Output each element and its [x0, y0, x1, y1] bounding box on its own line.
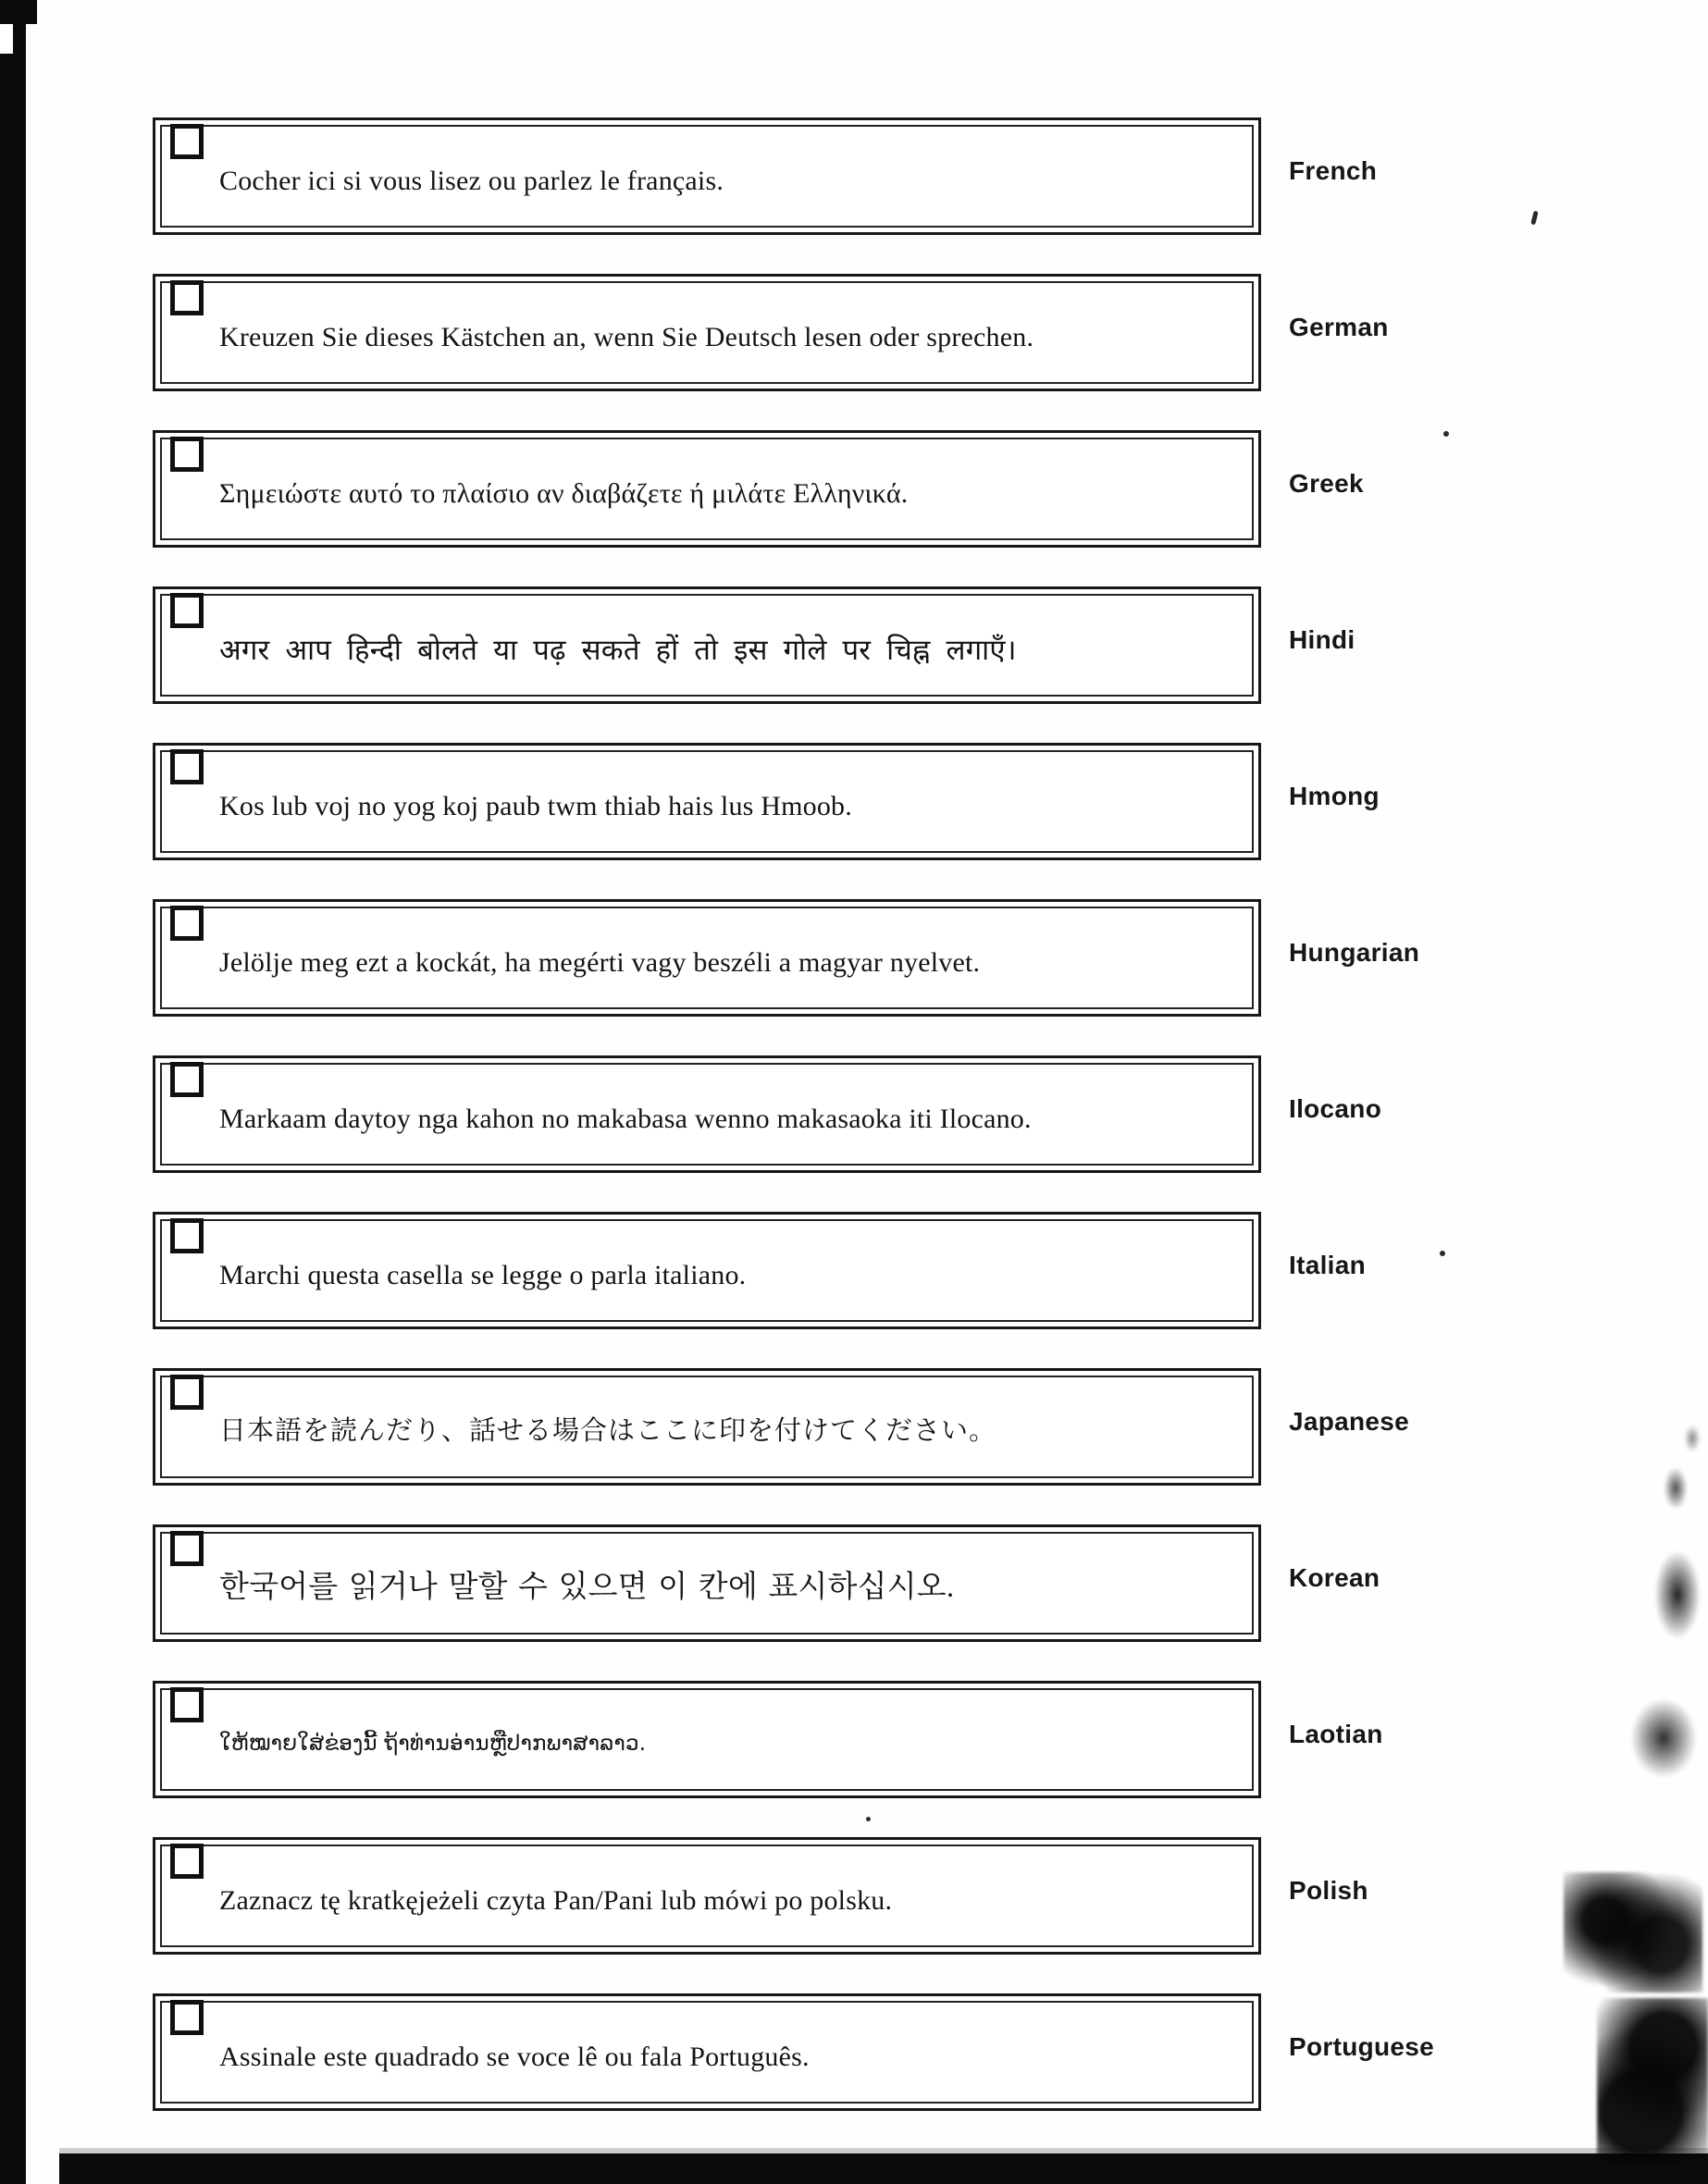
language-checkbox-box	[153, 117, 1261, 235]
scan-left-edge-wedge	[0, 0, 37, 24]
language-box-inner-border	[160, 1376, 1254, 1478]
language-row	[153, 1993, 1689, 2111]
language-instruction: Zaznacz tę kratkęjeżeli czyta Pan/Pani lub mówi po polsku.	[219, 1884, 893, 1916]
language-box-inner-border	[160, 1532, 1254, 1635]
language-box-inner-border	[160, 1688, 1254, 1791]
language-row	[153, 430, 1689, 548]
language-box-inner-border	[160, 281, 1254, 384]
language-checkbox-box	[153, 1993, 1261, 2111]
language-row	[153, 1681, 1689, 1798]
language-label: Hmong	[1289, 782, 1380, 810]
language-label: Japanese	[1289, 1407, 1410, 1436]
language-label: French	[1289, 156, 1378, 185]
language-checkbox-box	[153, 1837, 1261, 1955]
language-instruction: ໃຫ້ໝາຍໃສ່ຂ່ອງນີ້ ຖ້າທ່ານອ່ານຫຼືປາກພາສາລາວ.	[219, 1731, 647, 1756]
language-box-inner-border	[160, 594, 1254, 697]
language-instruction: Kreuzen Sie dieses Kästchen an, wenn Sie Deutsch lesen oder sprechen.	[219, 321, 1034, 352]
language-row	[153, 1524, 1689, 1642]
language-instruction: अगर आप हिन्दी बोलते या पढ़ सकते हों तो इस गोले पर चिह्न लगाएँ।	[219, 633, 1017, 666]
language-checkbox-box	[153, 743, 1261, 860]
language-checkbox[interactable]	[170, 1844, 204, 1879]
language-label: Laotian	[1289, 1720, 1383, 1748]
language-instruction: Kos lub voj no yog koj paub twm thiab hais lus Hmoob.	[219, 790, 852, 821]
language-label: German	[1289, 313, 1389, 341]
language-checkbox[interactable]	[170, 437, 204, 472]
language-instruction: 한국어를 읽거나 말할 수 있으면 이 칸에 표시하십시오.	[219, 1570, 955, 1604]
language-checkbox[interactable]	[170, 749, 204, 784]
language-checkbox[interactable]	[170, 593, 204, 628]
language-label: Ilocano	[1289, 1094, 1382, 1123]
language-label: Korean	[1289, 1563, 1380, 1592]
language-checkbox[interactable]	[170, 1531, 204, 1566]
language-instruction: Jelölje meg ezt a kockát, ha megérti vagy beszéli a magyar nyelvet.	[219, 946, 981, 978]
language-row	[153, 899, 1689, 1017]
language-row	[153, 586, 1689, 704]
language-row	[153, 1368, 1689, 1486]
language-checkbox[interactable]	[170, 280, 204, 315]
language-checkbox-box	[153, 586, 1261, 704]
language-label: Portuguese	[1289, 2032, 1435, 2061]
language-checkbox-box	[153, 1055, 1261, 1173]
language-instruction: 日本語を読んだり、話せる場合はここに印を付けてください。	[219, 1416, 997, 1447]
language-checkbox-box	[153, 899, 1261, 1017]
language-row	[153, 1837, 1689, 1955]
language-row	[153, 1055, 1689, 1173]
language-instruction: Cocher ici si vous lisez ou parlez le français.	[219, 165, 724, 196]
language-box-inner-border	[160, 907, 1254, 1009]
language-box-inner-border	[160, 2001, 1254, 2104]
language-label: Greek	[1289, 469, 1364, 498]
language-checkbox[interactable]	[170, 1218, 204, 1253]
language-checkbox-box	[153, 430, 1261, 548]
language-checkbox-box	[153, 1368, 1261, 1486]
language-box-inner-border	[160, 1219, 1254, 1322]
language-instruction: Markaam daytoy nga kahon no makabasa wenno makasaoka iti Ilocano.	[219, 1103, 1032, 1134]
language-checkbox-box	[153, 1524, 1261, 1642]
language-label: Hungarian	[1289, 938, 1420, 967]
language-box-inner-border	[160, 438, 1254, 540]
language-row	[153, 274, 1689, 391]
language-box-inner-border	[160, 1845, 1254, 1947]
language-box-inner-border	[160, 125, 1254, 228]
language-label: Hindi	[1289, 625, 1355, 654]
language-instruction: Marchi questa casella se legge o parla italiano.	[219, 1259, 747, 1290]
language-checkbox-box	[153, 274, 1261, 391]
language-label: Italian	[1289, 1251, 1367, 1279]
language-checkbox-box	[153, 1681, 1261, 1798]
scan-left-edge	[0, 0, 26, 2184]
language-checkbox[interactable]	[170, 124, 204, 159]
language-checkbox[interactable]	[170, 1375, 204, 1410]
language-instruction: Σημειώστε αυτό το πλαίσιο αν διαβάζετε ή μιλάτε Ελληνικά.	[219, 477, 909, 509]
language-instruction: Assinale este quadrado se voce lê ou fala Português.	[219, 2041, 810, 2072]
language-box-inner-border	[160, 1063, 1254, 1166]
scan-bottom-edge	[59, 2153, 1708, 2184]
language-checkbox[interactable]	[170, 1687, 204, 1722]
language-checkbox-box	[153, 1212, 1261, 1329]
language-label: Polish	[1289, 1876, 1368, 1905]
language-row	[153, 1212, 1689, 1329]
language-checkbox[interactable]	[170, 906, 204, 941]
language-row	[153, 117, 1689, 235]
language-checkbox[interactable]	[170, 2000, 204, 2035]
language-checkbox[interactable]	[170, 1062, 204, 1097]
language-box-inner-border	[160, 750, 1254, 853]
language-row	[153, 743, 1689, 860]
language-rows	[153, 117, 1689, 2150]
